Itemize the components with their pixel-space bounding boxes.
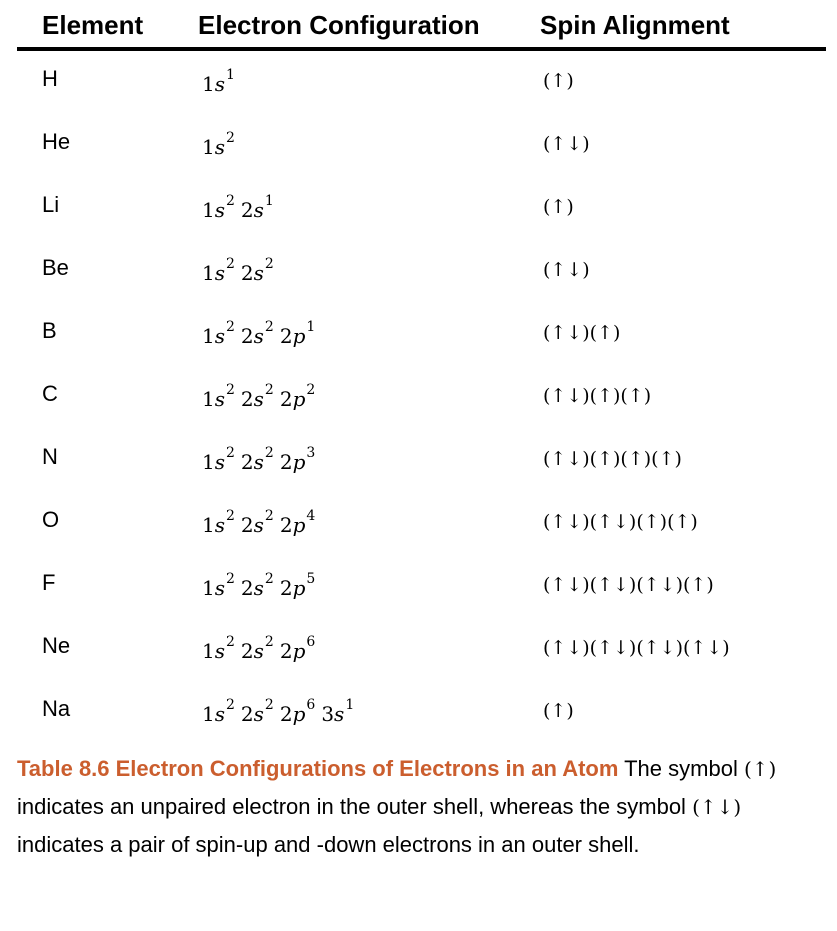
- electron-configuration: [202, 508, 316, 537]
- element-symbol: C: [42, 381, 58, 406]
- electron-count: 2: [226, 256, 235, 272]
- electron-count: 2: [264, 382, 274, 398]
- orbital-term: [279, 571, 316, 600]
- orbital-term: [321, 697, 355, 726]
- subshell-letter: s: [214, 261, 225, 285]
- orbital-term: [240, 445, 274, 474]
- shell-number: 1: [202, 324, 215, 348]
- subshell-letter: s: [214, 198, 225, 222]
- orbital-term: [279, 697, 316, 726]
- subshell-letter: s: [253, 702, 264, 726]
- orbital-term: [240, 697, 274, 726]
- header-rule: [17, 47, 826, 51]
- subshell-letter: s: [214, 702, 225, 726]
- table-row: [0, 255, 837, 319]
- electron-configuration: [202, 256, 274, 285]
- table-row: [0, 129, 837, 193]
- shell-number: 2: [240, 261, 254, 285]
- shell-number: 1: [202, 576, 215, 600]
- shell-number: 2: [279, 387, 293, 411]
- header-element: Element: [42, 10, 144, 40]
- spin-alignment: (↑): [543, 700, 574, 722]
- subshell-letter: p: [292, 639, 306, 663]
- table-row: [0, 633, 837, 697]
- electron-configuration: [202, 445, 316, 474]
- orbital-term: [202, 256, 235, 285]
- element-symbol: Ne: [42, 633, 71, 658]
- electron-count: 2: [226, 193, 235, 209]
- table-row: [0, 507, 837, 571]
- subshell-letter: s: [253, 387, 264, 411]
- electron-count: 6: [306, 634, 316, 650]
- subshell-letter: s: [253, 324, 264, 348]
- orbital-term: [240, 382, 274, 411]
- shell-number: 3: [321, 702, 335, 726]
- electron-count: 1: [306, 319, 316, 335]
- header-electron-configuration: Electron Configuration: [198, 10, 480, 40]
- table-row: [0, 192, 837, 256]
- table-caption: [17, 750, 822, 864]
- electron-count: 3: [306, 445, 316, 461]
- subshell-letter: p: [292, 576, 306, 600]
- subshell-letter: p: [292, 702, 306, 726]
- element-symbol: F: [42, 570, 56, 595]
- table-row: [0, 318, 837, 382]
- element-symbol: N: [42, 444, 58, 469]
- table-row: [0, 66, 837, 130]
- electron-count: 2: [306, 382, 316, 398]
- spin-alignment: (↑↓): [543, 133, 590, 155]
- element-symbol: Na: [42, 696, 71, 721]
- subshell-letter: p: [292, 387, 306, 411]
- shell-number: 2: [279, 576, 293, 600]
- element-symbol: Li: [42, 192, 60, 217]
- spin-alignment: (↑↓): [543, 259, 590, 281]
- electron-count: 1: [264, 193, 274, 209]
- orbital-term: [240, 193, 274, 222]
- electron-configuration: [202, 634, 316, 663]
- subshell-letter: s: [253, 198, 264, 222]
- electron-count: 5: [306, 571, 316, 587]
- shell-number: 2: [279, 513, 293, 537]
- electron-count: 6: [306, 697, 316, 713]
- orbital-term: [240, 508, 274, 537]
- orbital-term: [202, 130, 235, 159]
- electron-count: 4: [306, 508, 316, 524]
- shell-number: 1: [202, 702, 215, 726]
- subshell-letter: s: [253, 261, 264, 285]
- orbital-term: [279, 508, 316, 537]
- shell-number: 2: [240, 324, 254, 348]
- electron-count: 1: [226, 67, 235, 83]
- shell-number: 1: [202, 72, 215, 96]
- electron-count: 2: [226, 382, 235, 398]
- electron-configuration: [202, 382, 316, 411]
- element-symbol: B: [42, 318, 57, 343]
- shell-number: 2: [240, 198, 254, 222]
- shell-number: 1: [202, 450, 215, 474]
- subshell-letter: p: [292, 513, 306, 537]
- subshell-letter: s: [253, 639, 264, 663]
- orbital-term: [202, 634, 235, 663]
- electron-count: 2: [226, 319, 235, 335]
- shell-number: 2: [279, 450, 293, 474]
- spin-alignment: (↑↓)(↑↓)(↑↓)(↑): [543, 574, 714, 596]
- caption-text-a: The symbol: [618, 756, 744, 781]
- spin-alignment: (↑↓)(↑↓)(↑)(↑): [543, 511, 698, 533]
- shell-number: 1: [202, 135, 215, 159]
- shell-number: 2: [240, 450, 254, 474]
- spin-alignment: (↑): [543, 70, 574, 92]
- electron-count: 2: [264, 697, 274, 713]
- subshell-letter: s: [214, 513, 225, 537]
- subshell-letter: p: [292, 324, 306, 348]
- spin-alignment: (↑↓)(↑↓)(↑↓)(↑↓): [543, 637, 730, 659]
- electron-configuration: [202, 697, 355, 726]
- subshell-letter: s: [253, 513, 264, 537]
- subshell-letter: s: [214, 72, 225, 96]
- table-row: [0, 570, 837, 634]
- subshell-letter: p: [292, 450, 306, 474]
- shell-number: 2: [279, 324, 293, 348]
- electron-count: 2: [226, 697, 235, 713]
- subshell-letter: s: [334, 702, 345, 726]
- caption-text-b: indicates an unpaired electron in the outer shell, whereas the symbol: [17, 794, 693, 819]
- electron-count: 2: [226, 634, 235, 650]
- spin-alignment: (↑↓)(↑)(↑): [543, 385, 652, 407]
- orbital-term: [279, 634, 316, 663]
- shell-number: 2: [240, 639, 254, 663]
- header-spin-alignment: Spin Alignment: [540, 10, 730, 40]
- electron-configuration: [202, 571, 316, 600]
- electron-configuration: [202, 130, 235, 159]
- spin-alignment: (↑↓)(↑)(↑)(↑): [543, 448, 682, 470]
- orbital-term: [202, 697, 235, 726]
- subshell-letter: s: [214, 639, 225, 663]
- table-row: [0, 381, 837, 445]
- shell-number: 1: [202, 387, 215, 411]
- electron-count: 2: [264, 571, 274, 587]
- electron-count: 2: [264, 319, 274, 335]
- element-symbol: Be: [42, 255, 69, 280]
- element-symbol: He: [42, 129, 71, 154]
- element-symbol: H: [42, 66, 58, 91]
- orbital-term: [202, 508, 235, 537]
- shell-number: 1: [202, 198, 215, 222]
- spin-alignment: (↑↓)(↑): [543, 322, 621, 344]
- orbital-term: [240, 319, 274, 348]
- subshell-letter: s: [214, 576, 225, 600]
- caption-text-c: indicates a pair of spin-up and -down electrons in an outer shell.: [17, 832, 640, 857]
- subshell-letter: s: [253, 576, 264, 600]
- orbital-term: [240, 634, 274, 663]
- orbital-term: [202, 193, 235, 222]
- shell-number: 1: [202, 639, 215, 663]
- electron-count: 2: [226, 571, 235, 587]
- shell-number: 1: [202, 261, 215, 285]
- element-symbol: O: [42, 507, 60, 532]
- electron-count: 2: [264, 508, 274, 524]
- electron-count: 1: [345, 697, 355, 713]
- electron-configuration: [202, 67, 235, 96]
- shell-number: 1: [202, 513, 215, 537]
- shell-number: 2: [240, 576, 254, 600]
- subshell-letter: s: [214, 387, 225, 411]
- caption-title: Table 8.6 Electron Configurations of Electrons in an Atom: [17, 756, 619, 781]
- electron-configuration: [202, 193, 274, 222]
- shell-number: 2: [240, 513, 254, 537]
- orbital-term: [279, 319, 316, 348]
- shell-number: 2: [240, 387, 254, 411]
- subshell-letter: s: [214, 135, 225, 159]
- orbital-term: [279, 382, 316, 411]
- electron-count: 2: [226, 508, 235, 524]
- electron-count: 2: [264, 256, 274, 272]
- orbital-term: [202, 382, 235, 411]
- orbital-term: [240, 571, 274, 600]
- orbital-term: [202, 67, 235, 96]
- orbital-term: [202, 445, 235, 474]
- caption-symbol-paired: (↑↓): [692, 795, 742, 819]
- caption-symbol-unpaired: (↑): [743, 757, 777, 781]
- shell-number: 2: [279, 639, 293, 663]
- shell-number: 2: [279, 702, 293, 726]
- orbital-term: [202, 571, 235, 600]
- subshell-letter: s: [214, 450, 225, 474]
- shell-number: 2: [240, 702, 254, 726]
- electron-configuration: [202, 319, 316, 348]
- subshell-letter: s: [253, 450, 264, 474]
- electron-count: 2: [226, 445, 235, 461]
- orbital-term: [202, 319, 235, 348]
- electron-count: 2: [226, 130, 235, 146]
- spin-alignment: (↑): [543, 196, 574, 218]
- subshell-letter: s: [214, 324, 225, 348]
- electron-count: 2: [264, 445, 274, 461]
- electron-count: 2: [264, 634, 274, 650]
- orbital-term: [240, 256, 274, 285]
- table-row: [0, 444, 837, 508]
- orbital-term: [279, 445, 316, 474]
